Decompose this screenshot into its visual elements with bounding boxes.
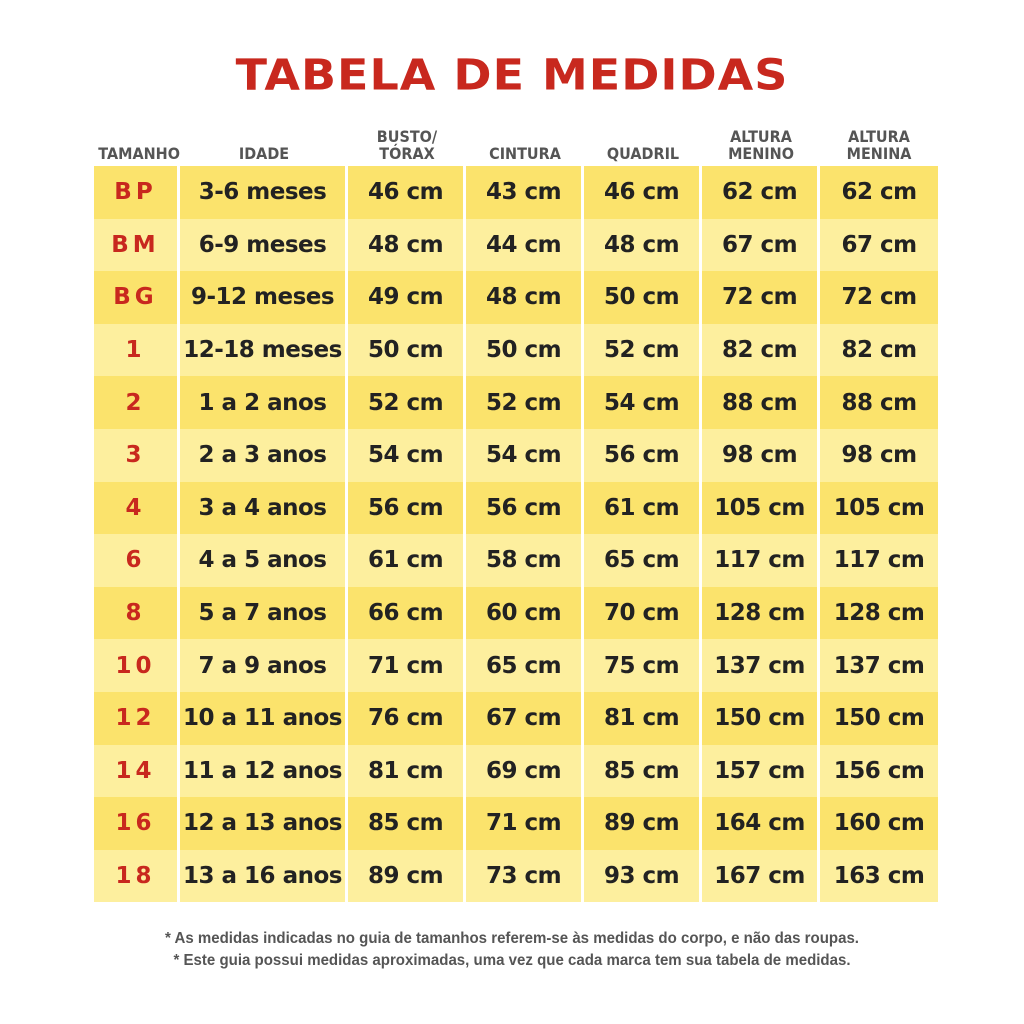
- cell-height-girl: 72 cm: [820, 271, 938, 324]
- table-row: [94, 534, 938, 587]
- footnote-approximate: * Este guia possui medidas aproximadas, uma vez que cada marca tem sua tabela de medidas.: [173, 952, 851, 969]
- table-row: [94, 376, 938, 429]
- cell-height-boy: 82 cm: [702, 324, 820, 377]
- cell-hip: 93 cm: [584, 850, 702, 903]
- cell-size: 18: [94, 850, 180, 903]
- cell-height-girl: 62 cm: [820, 166, 938, 219]
- cell-bust: 48 cm: [348, 219, 466, 272]
- cell-hip: 48 cm: [584, 219, 702, 272]
- cell-size: 4: [94, 482, 180, 535]
- cell-waist: 44 cm: [466, 219, 584, 272]
- cell-age: 9-12 meses: [180, 271, 348, 324]
- cell-bust: 89 cm: [348, 850, 466, 903]
- cell-height-girl: 88 cm: [820, 376, 938, 429]
- page-title: TABELA DE MEDIDAS: [235, 50, 789, 100]
- cell-height-boy: 128 cm: [702, 587, 820, 640]
- cell-waist: 43 cm: [466, 166, 584, 219]
- table-row: [94, 587, 938, 640]
- cell-age: 5 a 7 anos: [180, 587, 348, 640]
- cell-size: 2: [94, 376, 180, 429]
- cell-height-girl: 117 cm: [820, 534, 938, 587]
- cell-bust: 81 cm: [348, 745, 466, 798]
- cell-bust: 66 cm: [348, 587, 466, 640]
- cell-height-girl: 128 cm: [820, 587, 938, 640]
- cell-bust: 76 cm: [348, 692, 466, 745]
- cell-age: 2 a 3 anos: [180, 429, 348, 482]
- cell-size: 1: [94, 324, 180, 377]
- cell-size: 3: [94, 429, 180, 482]
- cell-age: 12 a 13 anos: [180, 797, 348, 850]
- cell-bust: 71 cm: [348, 639, 466, 692]
- cell-age: 1 a 2 anos: [180, 376, 348, 429]
- cell-bust: 49 cm: [348, 271, 466, 324]
- cell-height-girl: 160 cm: [820, 797, 938, 850]
- header-height-boy: ALTURA MENINO: [728, 127, 794, 163]
- table-row: [94, 271, 938, 324]
- cell-waist: 71 cm: [466, 797, 584, 850]
- cell-height-girl: 98 cm: [820, 429, 938, 482]
- cell-age: 3 a 4 anos: [180, 482, 348, 535]
- cell-bust: 85 cm: [348, 797, 466, 850]
- cell-age: 13 a 16 anos: [180, 850, 348, 903]
- table-row: [94, 639, 938, 692]
- cell-bust: 46 cm: [348, 166, 466, 219]
- cell-hip: 54 cm: [584, 376, 702, 429]
- cell-hip: 70 cm: [584, 587, 702, 640]
- cell-bust: 56 cm: [348, 482, 466, 535]
- cell-waist: 73 cm: [466, 850, 584, 903]
- size-chart-table: [94, 118, 938, 902]
- cell-hip: 61 cm: [584, 482, 702, 535]
- cell-waist: 48 cm: [466, 271, 584, 324]
- cell-hip: 85 cm: [584, 745, 702, 798]
- cell-height-boy: 117 cm: [702, 534, 820, 587]
- footnotes: [0, 928, 1024, 972]
- cell-waist: 69 cm: [466, 745, 584, 798]
- cell-waist: 56 cm: [466, 482, 584, 535]
- cell-hip: 81 cm: [584, 692, 702, 745]
- header-size: TAMANHO: [98, 144, 180, 163]
- cell-height-boy: 67 cm: [702, 219, 820, 272]
- cell-age: 10 a 11 anos: [180, 692, 348, 745]
- cell-age: 3-6 meses: [180, 166, 348, 219]
- cell-height-girl: 163 cm: [820, 850, 938, 903]
- table-row: [94, 429, 938, 482]
- cell-age: 7 a 9 anos: [180, 639, 348, 692]
- table-row: [94, 166, 938, 219]
- cell-bust: 52 cm: [348, 376, 466, 429]
- cell-waist: 54 cm: [466, 429, 584, 482]
- cell-waist: 67 cm: [466, 692, 584, 745]
- cell-waist: 52 cm: [466, 376, 584, 429]
- cell-size: 10: [94, 639, 180, 692]
- cell-size: 6: [94, 534, 180, 587]
- header-age: IDADE: [238, 144, 290, 163]
- cell-size: 16: [94, 797, 180, 850]
- cell-hip: 50 cm: [584, 271, 702, 324]
- cell-age: 4 a 5 anos: [180, 534, 348, 587]
- cell-size: BP: [94, 166, 180, 219]
- cell-height-girl: 67 cm: [820, 219, 938, 272]
- cell-age: 6-9 meses: [180, 219, 348, 272]
- cell-size: BG: [94, 271, 180, 324]
- cell-hip: 65 cm: [584, 534, 702, 587]
- cell-height-boy: 62 cm: [702, 166, 820, 219]
- cell-height-boy: 137 cm: [702, 639, 820, 692]
- cell-height-boy: 150 cm: [702, 692, 820, 745]
- cell-hip: 89 cm: [584, 797, 702, 850]
- table-body: [94, 166, 938, 902]
- cell-hip: 75 cm: [584, 639, 702, 692]
- footnote-body-measurements: * As medidas indicadas no guia de tamanhos referem-se às medidas do corpo, e não das roupas.: [164, 930, 859, 947]
- cell-age: 11 a 12 anos: [180, 745, 348, 798]
- cell-height-boy: 98 cm: [702, 429, 820, 482]
- table-row: [94, 692, 938, 745]
- cell-height-girl: 82 cm: [820, 324, 938, 377]
- table-header-row: [94, 118, 938, 166]
- cell-height-boy: 88 cm: [702, 376, 820, 429]
- cell-bust: 50 cm: [348, 324, 466, 377]
- table-row: [94, 745, 938, 798]
- cell-size: 12: [94, 692, 180, 745]
- header-hip: QUADRIL: [606, 144, 680, 163]
- cell-waist: 65 cm: [466, 639, 584, 692]
- cell-waist: 50 cm: [466, 324, 584, 377]
- cell-size: BM: [94, 219, 180, 272]
- cell-bust: 61 cm: [348, 534, 466, 587]
- cell-height-girl: 150 cm: [820, 692, 938, 745]
- cell-height-girl: 105 cm: [820, 482, 938, 535]
- table-row: [94, 797, 938, 850]
- cell-height-boy: 167 cm: [702, 850, 820, 903]
- cell-height-boy: 164 cm: [702, 797, 820, 850]
- cell-size: 14: [94, 745, 180, 798]
- cell-bust: 54 cm: [348, 429, 466, 482]
- cell-waist: 58 cm: [466, 534, 584, 587]
- table-row: [94, 219, 938, 272]
- header-height-girl: ALTURA MENINA: [846, 127, 912, 163]
- table-row: [94, 324, 938, 377]
- header-bust: BUSTO/ TÓRAX: [376, 127, 438, 163]
- cell-height-boy: 105 cm: [702, 482, 820, 535]
- cell-hip: 56 cm: [584, 429, 702, 482]
- table-row: [94, 850, 938, 903]
- cell-hip: 46 cm: [584, 166, 702, 219]
- cell-height-girl: 156 cm: [820, 745, 938, 798]
- cell-size: 8: [94, 587, 180, 640]
- cell-height-girl: 137 cm: [820, 639, 938, 692]
- cell-waist: 60 cm: [466, 587, 584, 640]
- cell-height-boy: 157 cm: [702, 745, 820, 798]
- table-row: [94, 482, 938, 535]
- cell-age: 12-18 meses: [180, 324, 348, 377]
- header-waist: CINTURA: [489, 144, 561, 163]
- cell-hip: 52 cm: [584, 324, 702, 377]
- cell-height-boy: 72 cm: [702, 271, 820, 324]
